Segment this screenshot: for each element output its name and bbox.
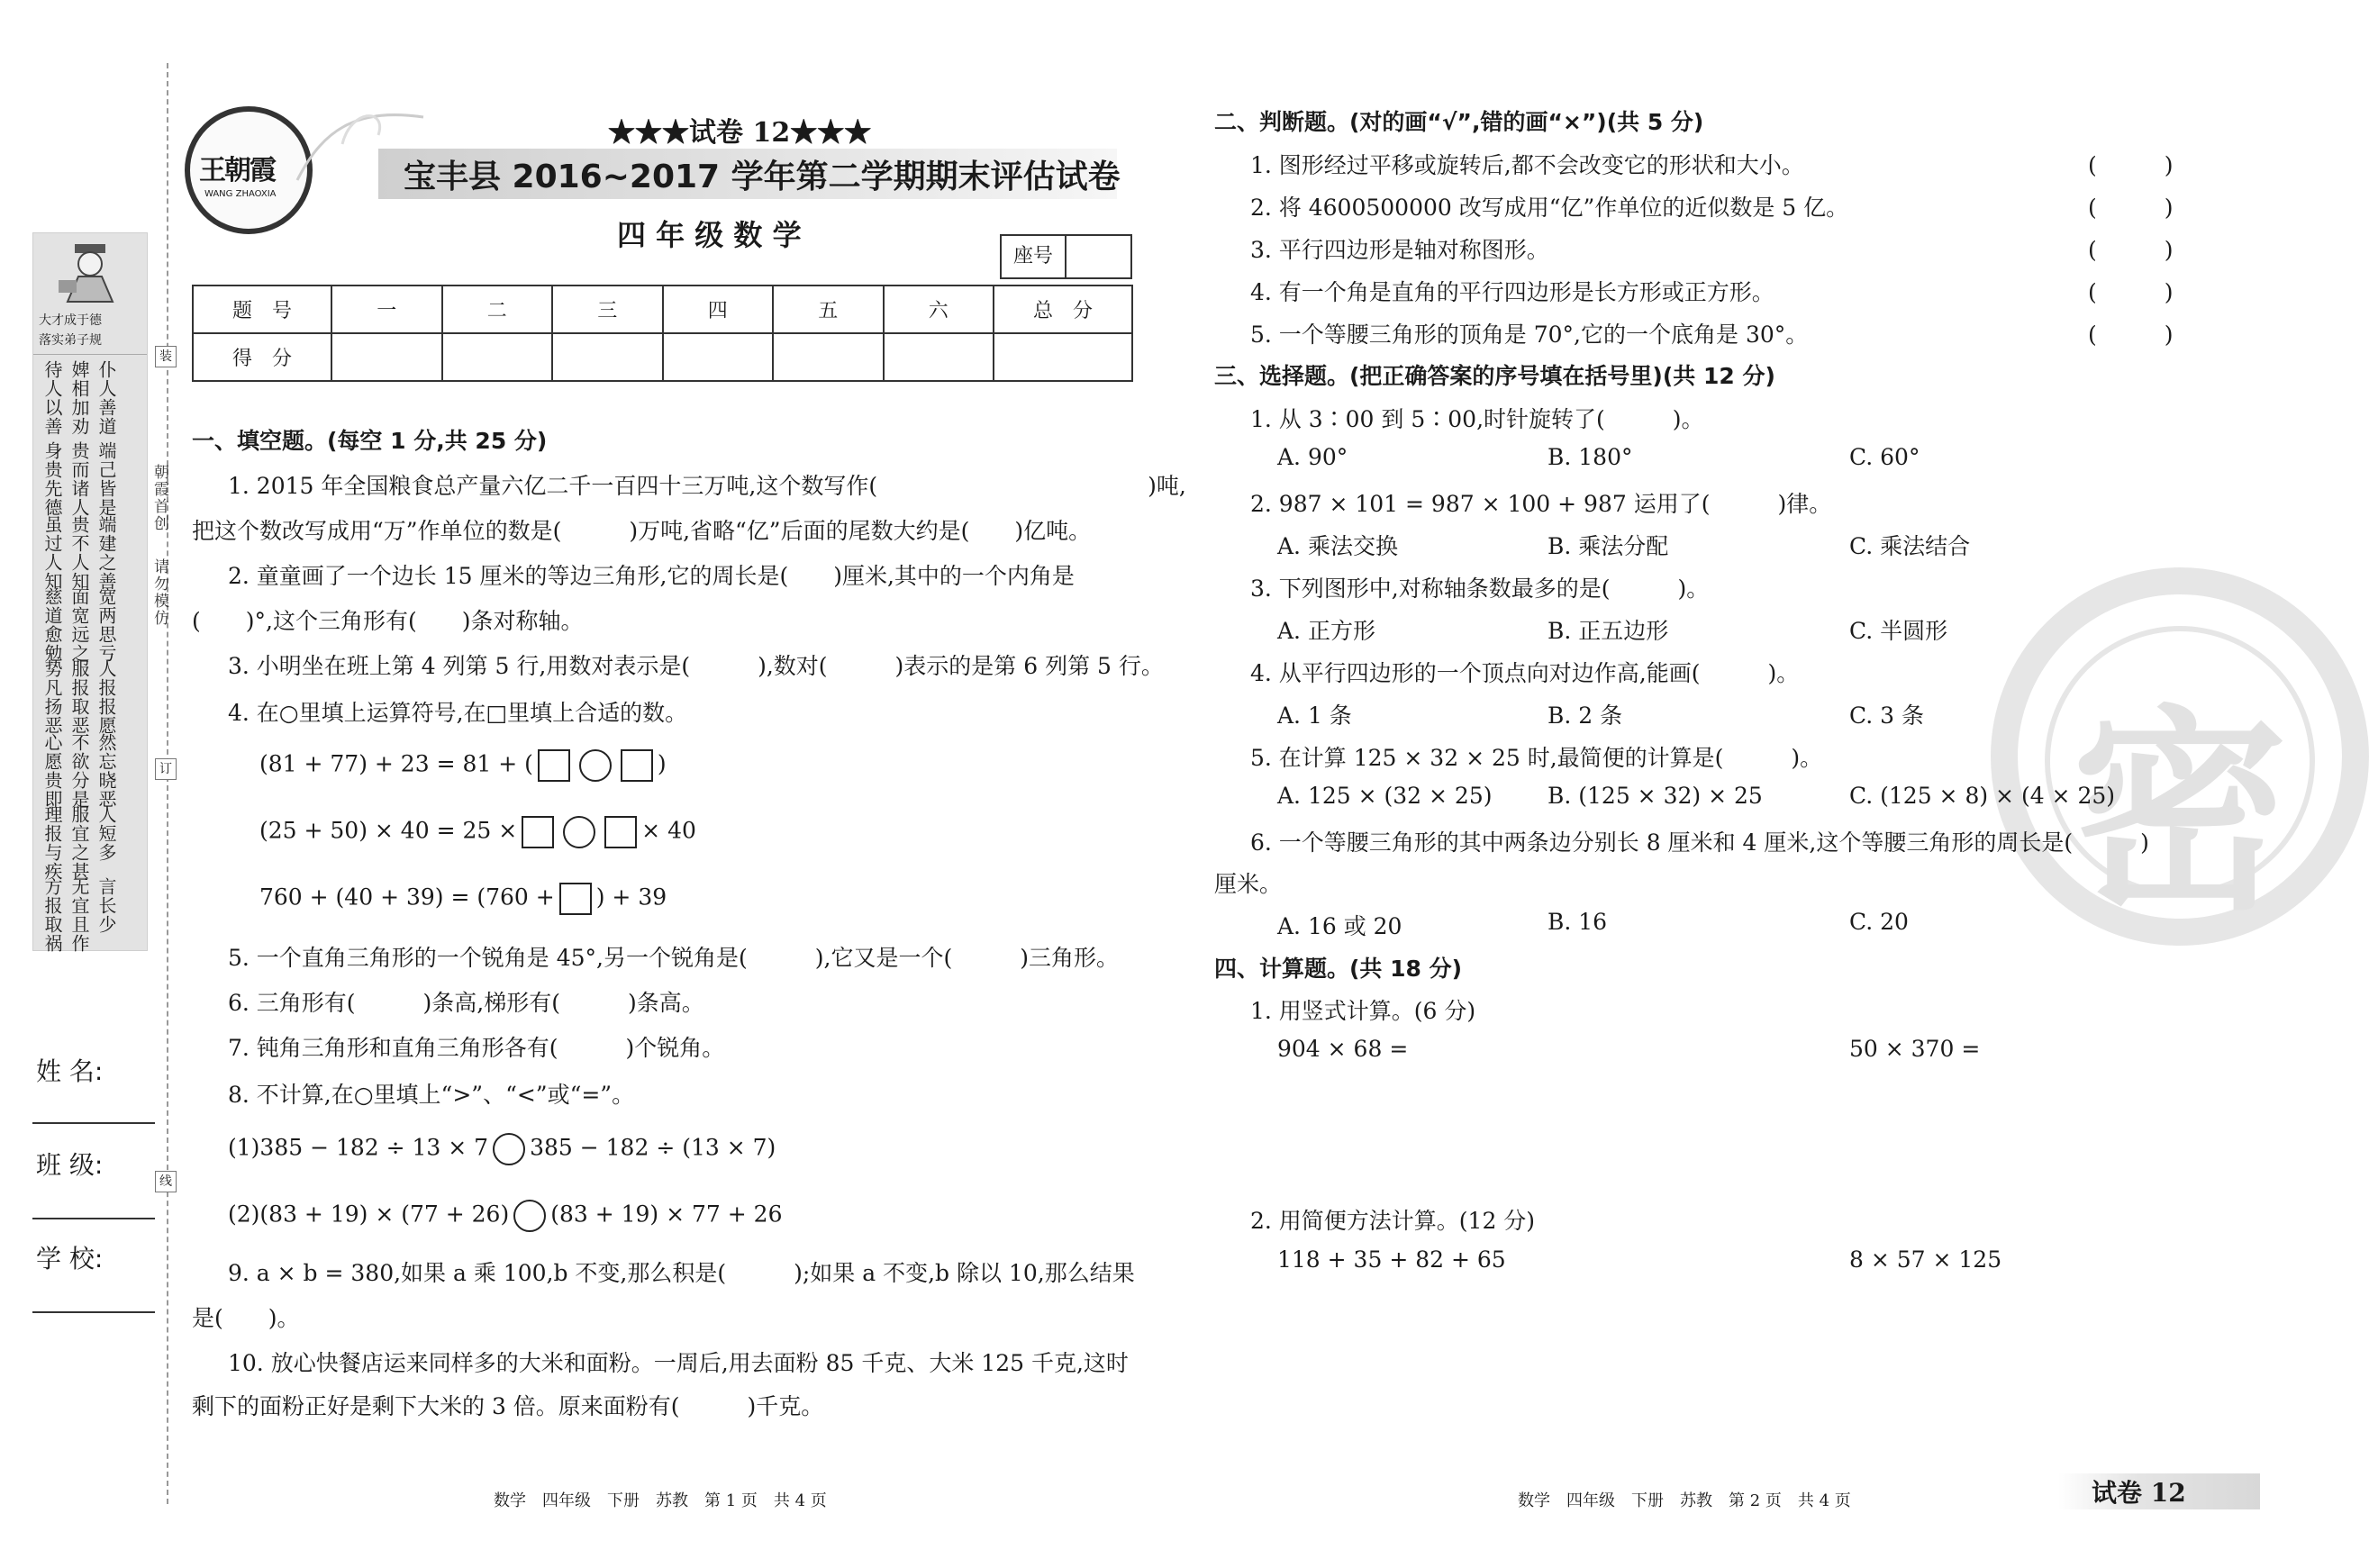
proverb-col-9: 端建之善 bbox=[95, 515, 117, 591]
judge-answer-1[interactable]: ( ) bbox=[2088, 152, 2174, 178]
choice-q1-opt-a[interactable]: A. 90° bbox=[1277, 444, 1348, 470]
proverb-col-8: 贵不人知 bbox=[68, 515, 90, 591]
score-cell[interactable] bbox=[884, 333, 994, 381]
proverb-col-12: 宽两思亏 bbox=[95, 587, 117, 663]
brand-logo-text: 王朝霞 bbox=[199, 155, 275, 186]
fill-q1-line1: 1. 2015 年全国粮食总产量六亿二千一百四十三万吨,这个数写作( )吨, bbox=[228, 473, 1186, 499]
brand-logo-sub: WANG ZHAOXIA bbox=[204, 189, 277, 199]
fill-q9-line2: 是( )。 bbox=[192, 1305, 300, 1331]
calc-part1-a: 904 × 68 = bbox=[1277, 1036, 1409, 1062]
cut-mark-3: 线 bbox=[155, 1171, 177, 1192]
score-cell[interactable] bbox=[994, 333, 1132, 381]
judge-answer-3[interactable]: ( ) bbox=[2088, 237, 2174, 263]
judge-item-2: 2. 将 4600500000 改写成用“亿”作单位的近似数是 5 亿。 bbox=[1250, 195, 1849, 221]
proverb-col-21: 人短多 bbox=[95, 805, 117, 862]
choice-q2-opt-c[interactable]: C. 乘法结合 bbox=[1849, 533, 1971, 559]
score-value-row bbox=[193, 333, 1132, 381]
compare-circle[interactable] bbox=[493, 1133, 525, 1165]
judge-answer-5[interactable]: ( ) bbox=[2088, 322, 2174, 348]
seat-label: 座号 bbox=[1002, 236, 1067, 277]
compare2-left: (2)(83 + 19) × (77 + 26) bbox=[228, 1201, 510, 1228]
choice-q6-opt-a[interactable]: A. 16 或 20 bbox=[1277, 913, 1402, 939]
fill-q8: 8. 不计算,在○里填上“>”、“<”或“=”。 bbox=[228, 1082, 635, 1108]
scholar-figure-icon bbox=[55, 240, 125, 305]
choice-q6-line2: 厘米。 bbox=[1214, 871, 1283, 897]
fill-q1-line2: 把这个数改写成用“万”作单位的数是( )万吨,省略“亿”后面的尾数大约是( )亿吨。 bbox=[192, 518, 1092, 544]
choice-q4-opt-c[interactable]: C. 3 条 bbox=[1849, 702, 1924, 729]
proverb-col-20: 服宜之甚 bbox=[68, 805, 90, 881]
calc-part1: 1. 用竖式计算。(6 分) bbox=[1250, 998, 1476, 1024]
section-choice-title: 三、选择题。(把正确答案的序号填在括号里)(共 12 分) bbox=[1214, 363, 1775, 389]
calc-part2: 2. 用简便方法计算。(12 分) bbox=[1250, 1208, 1536, 1234]
choice-q2: 2. 987 × 101 = 987 × 100 + 987 运用了( )律。 bbox=[1250, 491, 1832, 517]
score-head-cell: 六 bbox=[884, 286, 994, 333]
proverb-col-17: 不欲分是 bbox=[68, 733, 90, 809]
class-line[interactable] bbox=[32, 1218, 155, 1219]
copyright-a: 朝霞首创 bbox=[150, 464, 168, 532]
choice-q1-opt-c[interactable]: C. 60° bbox=[1849, 444, 1920, 470]
choice-q4-opt-b[interactable]: B. 2 条 bbox=[1548, 702, 1623, 729]
judge-item-1: 1. 图形经过平移或旋转后,都不会改变它的形状和大小。 bbox=[1250, 152, 1804, 178]
compare2-right: (83 + 19) × 77 + 26 bbox=[550, 1201, 783, 1228]
choice-q3-opt-c[interactable]: C. 半圆形 bbox=[1849, 618, 1948, 644]
motto-top: 大才成于德 bbox=[39, 313, 102, 328]
score-cell[interactable] bbox=[331, 333, 442, 381]
score-head-cell: 五 bbox=[773, 286, 884, 333]
compare-circle[interactable] bbox=[513, 1200, 546, 1232]
proverb-col-7: 虽过人知 bbox=[41, 515, 63, 591]
score-header-row bbox=[193, 286, 1132, 333]
expr2-prefix: (25 + 50) × 40 = 25 × bbox=[259, 817, 518, 844]
name-label: 姓 名: bbox=[36, 1056, 104, 1086]
score-head-cell: 总 分 bbox=[994, 286, 1132, 333]
choice-q6-opt-c[interactable]: C. 20 bbox=[1849, 909, 1909, 935]
expr3-suffix: ) + 39 bbox=[595, 884, 667, 911]
section-fill-title: 一、填空题。(每空 1 分,共 25 分) bbox=[192, 428, 548, 454]
answer-box[interactable] bbox=[621, 749, 653, 782]
proverb-col-5: 贵而诸人 bbox=[68, 441, 90, 517]
expr2-suffix: × 40 bbox=[641, 817, 696, 844]
proverb-col-3: 仆人善道 bbox=[95, 360, 117, 436]
proverb-col-11: 面宽远之 bbox=[68, 587, 90, 663]
fill-q5: 5. 一个直角三角形的一个锐角是 45°,另一个锐角是( ),它又是一个( )三角形。 bbox=[228, 945, 1119, 971]
expr3-prefix: 760 + (40 + 39) = (760 + bbox=[259, 884, 555, 911]
school-label: 学 校: bbox=[36, 1244, 104, 1273]
proverb-col-15: 人报报愿 bbox=[95, 659, 117, 735]
cut-mark-1: 装 bbox=[155, 346, 177, 367]
score-cell[interactable] bbox=[773, 333, 884, 381]
proverb-col-23: 无宜且作 bbox=[68, 877, 90, 953]
fill-q4: 4. 在○里填上运算符号,在□里填上合适的数。 bbox=[228, 700, 688, 726]
binding-dashed-line bbox=[167, 63, 168, 1504]
score-cell[interactable] bbox=[552, 333, 663, 381]
judge-item-3: 3. 平行四边形是轴对称图形。 bbox=[1250, 237, 1549, 263]
section-calc-title: 四、计算题。(共 18 分) bbox=[1214, 956, 1463, 982]
proverb-col-24: 言长少 bbox=[95, 877, 117, 934]
choice-q3-opt-a[interactable]: A. 正方形 bbox=[1277, 618, 1375, 644]
fill-q9-line1: 9. a × b = 380,如果 a 乘 100,b 不变,那么积是( );如果 a 不变,b 除以 10,那么结果 bbox=[228, 1260, 1135, 1286]
motto-bottom: 落实弟子规 bbox=[39, 333, 102, 348]
choice-q3-opt-b[interactable]: B. 正五边形 bbox=[1548, 618, 1669, 644]
school-line[interactable] bbox=[32, 1311, 155, 1313]
choice-q5-opt-a[interactable]: A. 125 × (32 × 25) bbox=[1277, 783, 1493, 809]
operator-circle[interactable] bbox=[579, 749, 612, 782]
score-cell[interactable] bbox=[442, 333, 553, 381]
fill-q4-expr2 bbox=[259, 816, 696, 848]
fill-q8-compare2 bbox=[228, 1200, 782, 1232]
subject-title: 四 年 级 数 学 bbox=[617, 218, 802, 252]
proverb-col-4: 身贵先德 bbox=[41, 441, 63, 517]
proverb-col-10: 慈道愈勉 bbox=[41, 587, 63, 663]
calc-part2-b: 8 × 57 × 125 bbox=[1849, 1246, 2002, 1273]
expr1-suffix: ) bbox=[657, 750, 667, 777]
fill-q2-line2: ( )°,这个三角形有( )条对称轴。 bbox=[192, 608, 584, 634]
choice-q5: 5. 在计算 125 × 32 × 25 时,最简便的计算是( )。 bbox=[1250, 745, 1823, 771]
proverb-col-14: 服报取恶 bbox=[68, 659, 90, 735]
fill-q10-line2: 剩下的面粉正好是剩下大米的 3 倍。原来面粉有( )千克。 bbox=[192, 1393, 824, 1419]
footer-paper-tag: 试卷 12 bbox=[2092, 1478, 2186, 1508]
section-judge-title: 二、判断题。(对的画“√”,错的画“×”)(共 5 分) bbox=[1214, 109, 1704, 135]
score-cell[interactable] bbox=[663, 333, 774, 381]
compare1-left: (1)385 − 182 ÷ 13 × 7 bbox=[228, 1134, 489, 1161]
exam-title: 宝丰县 2016~2017 学年第二学期期末评估试卷 bbox=[404, 159, 1121, 195]
choice-q6-line1: 6. 一个等腰三角形的其中两条边分别长 8 厘米和 4 厘米,这个等腰三角形的周长是( ) bbox=[1250, 829, 2149, 856]
choice-q4: 4. 从平行四边形的一个顶点向对边作高,能画( )。 bbox=[1250, 660, 1800, 686]
class-label: 班 级: bbox=[36, 1150, 104, 1180]
choice-q5-opt-b[interactable]: B. (125 × 32) × 25 bbox=[1548, 783, 1763, 809]
proverb-col-19: 理报与疾 bbox=[41, 805, 63, 881]
score-row-label: 得 分 bbox=[193, 333, 331, 381]
score-table bbox=[192, 285, 1133, 382]
judge-answer-4[interactable]: ( ) bbox=[2088, 279, 2174, 305]
choice-q3: 3. 下列图形中,对称轴条数最多的是( )。 bbox=[1250, 576, 1710, 602]
operator-circle[interactable] bbox=[563, 816, 595, 848]
choice-q2-opt-b[interactable]: B. 乘法分配 bbox=[1548, 533, 1669, 559]
proverb-col-18: 然忘晓恶 bbox=[95, 733, 117, 809]
choice-q6-opt-b[interactable]: B. 16 bbox=[1548, 909, 1608, 935]
choice-q1: 1. 从 3∶00 到 5∶00,时针旋转了( )。 bbox=[1250, 406, 1704, 432]
score-head-cell: 三 bbox=[552, 286, 663, 333]
answer-box[interactable] bbox=[538, 749, 570, 782]
proverb-col-1: 待人以善 bbox=[41, 360, 63, 436]
panel-divider bbox=[33, 354, 147, 355]
judge-item-5: 5. 一个等腰三角形的顶角是 70°,它的一个底角是 30°。 bbox=[1250, 322, 1809, 348]
watermark-stamp-char: 密 bbox=[2072, 687, 2289, 939]
name-line[interactable] bbox=[32, 1122, 155, 1124]
proverb-col-22: 方报取祸 bbox=[41, 877, 63, 953]
choice-q2-opt-a[interactable]: A. 乘法交换 bbox=[1277, 533, 1398, 559]
answer-box[interactable] bbox=[522, 816, 554, 848]
judge-item-4: 4. 有一个角是直角的平行四边形是长方形或正方形。 bbox=[1250, 279, 1774, 305]
copyright-b: 请勿模仿 bbox=[150, 558, 168, 627]
answer-box[interactable] bbox=[559, 883, 592, 915]
judge-answer-2[interactable]: ( ) bbox=[2088, 195, 2174, 221]
proverb-col-6: 端己皆是 bbox=[95, 441, 117, 517]
fill-q2-line1: 2. 童童画了一个边长 15 厘米的等边三角形,它的周长是( )厘米,其中的一个内角是 bbox=[228, 563, 1075, 589]
proverb-col-13: 势凡扬恶 bbox=[41, 659, 63, 735]
answer-box[interactable] bbox=[604, 816, 637, 848]
footer-left: 数学 四年级 下册 苏教 第 1 页 共 4 页 bbox=[494, 1491, 827, 1510]
fill-q7: 7. 钝角三角形和直角三角形各有( )个锐角。 bbox=[228, 1035, 725, 1061]
proverb-col-16: 心愿贵即 bbox=[41, 733, 63, 809]
choice-q5-opt-c[interactable]: C. (125 × 8) × (4 × 25) bbox=[1849, 783, 2116, 809]
score-head-cell: 一 bbox=[331, 286, 442, 333]
calc-part1-b: 50 × 370 = bbox=[1849, 1036, 1981, 1062]
footer-right: 数学 四年级 下册 苏教 第 2 页 共 4 页 bbox=[1518, 1491, 1851, 1510]
score-head-cell: 题 号 bbox=[193, 286, 331, 333]
proverb-col-2: 婢相加劝 bbox=[68, 360, 90, 436]
score-head-cell: 四 bbox=[663, 286, 774, 333]
fill-q3: 3. 小明坐在班上第 4 列第 5 行,用数对表示是( ),数对( )表示的是第 6 列第 5 行。 bbox=[228, 653, 1164, 679]
fill-q6: 6. 三角形有( )条高,梯形有( )条高。 bbox=[228, 990, 704, 1016]
score-head-cell: 二 bbox=[442, 286, 553, 333]
expr1-prefix: (81 + 77) + 23 = 81 + ( bbox=[259, 750, 533, 777]
fill-q4-expr3 bbox=[259, 883, 667, 915]
calc-part2-a: 118 + 35 + 82 + 65 bbox=[1277, 1246, 1506, 1273]
paper-tag: ★★★试卷 12★★★ bbox=[608, 117, 872, 149]
compare1-right: 385 − 182 ÷ (13 × 7) bbox=[530, 1134, 776, 1161]
cut-mark-2: 订 bbox=[155, 758, 177, 780]
fill-q4-expr1 bbox=[259, 749, 667, 782]
choice-q1-opt-b[interactable]: B. 180° bbox=[1548, 444, 1633, 470]
fill-q10-line1: 10. 放心快餐店运来同样多的大米和面粉。一周后,用去面粉 85 千克、大米 125 千克,这时 bbox=[228, 1350, 1129, 1376]
fill-q8-compare1 bbox=[228, 1133, 776, 1165]
seat-number-box[interactable] bbox=[1000, 234, 1132, 279]
choice-q4-opt-a[interactable]: A. 1 条 bbox=[1277, 702, 1352, 729]
